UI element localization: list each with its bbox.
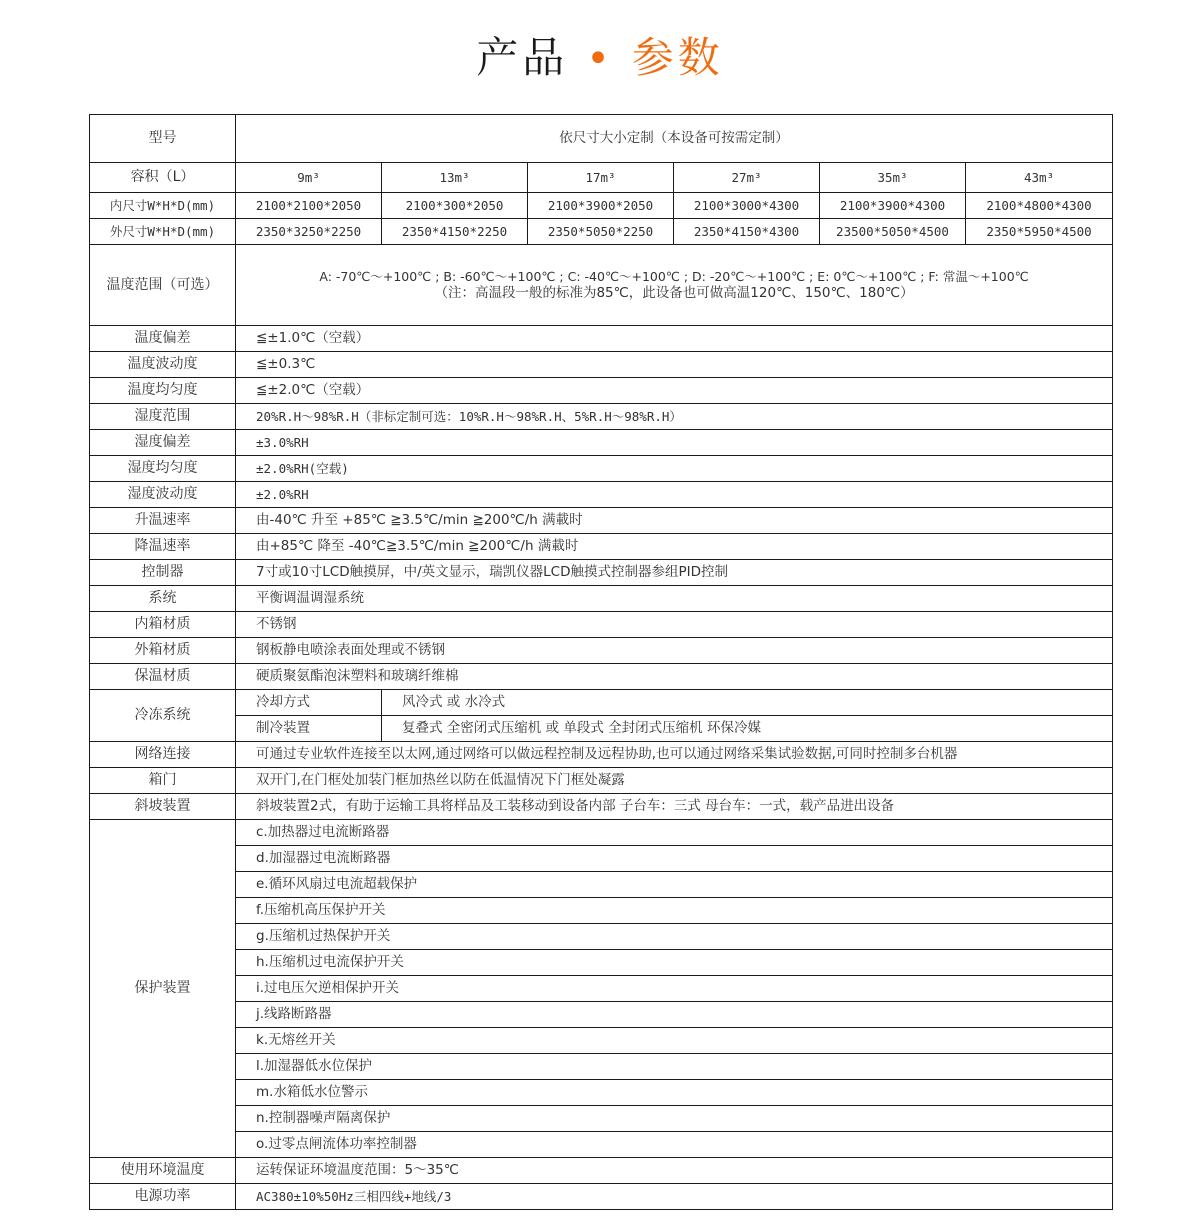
row-label: 湿度范围 bbox=[90, 404, 236, 430]
row-value: 运转保证环境温度范围：5～35℃ bbox=[236, 1158, 1113, 1184]
protection-item: i.过电压欠逆相保护开关 bbox=[236, 976, 1113, 1002]
row-label: 外尺寸W*H*D(mm) bbox=[90, 219, 236, 245]
table-row-protection bbox=[90, 1054, 1113, 1080]
temp-range-value bbox=[236, 245, 1113, 326]
table-row-refrigeration bbox=[90, 690, 1113, 716]
table-row-protection bbox=[90, 820, 1113, 846]
table-row-model bbox=[90, 115, 1113, 163]
row-label: 湿度均匀度 bbox=[90, 456, 236, 482]
row-label: 温度均匀度 bbox=[90, 378, 236, 404]
row-label: 斜坡装置 bbox=[90, 794, 236, 820]
row-value: 斜坡装置2式，有助于运输工具将样品及工装移动到设备内部 子台车：三式 母台车：一式，载产品进出设备 bbox=[236, 794, 1113, 820]
title-separator-dot: • bbox=[586, 36, 614, 82]
outer-size-cell: 2350*4150*4300 bbox=[674, 219, 820, 245]
outer-size-cell: 23500*5050*4500 bbox=[820, 219, 966, 245]
protection-item: h.压缩机过电流保护开关 bbox=[236, 950, 1113, 976]
row-label: 温度波动度 bbox=[90, 352, 236, 378]
row-label: 电源功率 bbox=[90, 1184, 236, 1210]
inner-size-cell: 2100*2100*2050 bbox=[236, 193, 382, 219]
inner-size-cell: 2100*3000*4300 bbox=[674, 193, 820, 219]
table-row-protection bbox=[90, 846, 1113, 872]
row-label: 温度偏差 bbox=[90, 326, 236, 352]
table-row bbox=[90, 638, 1113, 664]
row-label: 降温速率 bbox=[90, 534, 236, 560]
table-row-capacity bbox=[90, 163, 1113, 193]
sub-label: 制冷装置 bbox=[236, 716, 382, 742]
table-row bbox=[90, 352, 1113, 378]
table-row bbox=[90, 404, 1113, 430]
table-row-protection bbox=[90, 1080, 1113, 1106]
table-row bbox=[90, 794, 1113, 820]
row-value: 由-40℃ 升至 +85℃ ≧3.5℃/min ≧200℃/h 满載时 bbox=[236, 508, 1113, 534]
table-row-protection bbox=[90, 1002, 1113, 1028]
row-value: 依尺寸大小定制（本设备可按需定制） bbox=[236, 115, 1113, 163]
outer-size-cell: 2350*5050*2250 bbox=[528, 219, 674, 245]
capacity-cell: 35m³ bbox=[820, 163, 966, 193]
row-label: 湿度波动度 bbox=[90, 482, 236, 508]
row-label: 保护装置 bbox=[90, 820, 236, 1158]
sub-value: 复叠式 全密闭式压缩机 或 单段式 全封闭式压缩机 环保冷媒 bbox=[382, 716, 1113, 742]
row-label: 系统 bbox=[90, 586, 236, 612]
inner-size-cell: 2100*300*2050 bbox=[382, 193, 528, 219]
capacity-cell: 9m³ bbox=[236, 163, 382, 193]
spec-table bbox=[89, 114, 1113, 1210]
title-part-product: 产品 bbox=[476, 33, 569, 82]
table-row bbox=[90, 1158, 1113, 1184]
table-row bbox=[90, 586, 1113, 612]
row-label: 控制器 bbox=[90, 560, 236, 586]
capacity-cell: 27m³ bbox=[674, 163, 820, 193]
table-row bbox=[90, 612, 1113, 638]
row-label: 冷冻系统 bbox=[90, 690, 236, 742]
capacity-cell: 17m³ bbox=[528, 163, 674, 193]
row-label: 保温材质 bbox=[90, 664, 236, 690]
row-value: ≦±0.3℃ bbox=[236, 352, 1113, 378]
inner-size-cell: 2100*3900*4300 bbox=[820, 193, 966, 219]
temp-range-options: A: -70℃～+100℃ ; B: -60℃～+100℃ ; C: -40℃～+100℃ ; D: -20℃～+100℃ ; E: 0℃～+100℃ ; F: 常温～+100℃ bbox=[319, 269, 1029, 284]
outer-size-cell: 2350*3250*2250 bbox=[236, 219, 382, 245]
table-row-protection bbox=[90, 872, 1113, 898]
row-value: 硬质聚氨酯泡沫塑料和玻璃纤维棉 bbox=[236, 664, 1113, 690]
row-label: 外箱材质 bbox=[90, 638, 236, 664]
row-value: 钢板静电喷涂表面处理或不锈钢 bbox=[236, 638, 1113, 664]
protection-item: j.线路断路器 bbox=[236, 1002, 1113, 1028]
protection-item: g.压缩机过热保护开关 bbox=[236, 924, 1113, 950]
table-row-protection bbox=[90, 1106, 1113, 1132]
capacity-cell: 13m³ bbox=[382, 163, 528, 193]
outer-size-cell: 2350*4150*2250 bbox=[382, 219, 528, 245]
table-row-temp-range bbox=[90, 245, 1113, 326]
row-value: ±3.0%RH bbox=[236, 430, 1113, 456]
table-row bbox=[90, 1184, 1113, 1210]
table-row bbox=[90, 326, 1113, 352]
row-label: 使用环境温度 bbox=[90, 1158, 236, 1184]
row-label: 箱门 bbox=[90, 768, 236, 794]
row-value: 不锈钢 bbox=[236, 612, 1113, 638]
temp-range-note: （注：高温段一般的标准为85℃，此设备也可做高温120℃、150℃、180℃） bbox=[434, 285, 914, 301]
row-value: 平衡调温调湿系统 bbox=[236, 586, 1113, 612]
row-label: 内箱材质 bbox=[90, 612, 236, 638]
table-row-protection bbox=[90, 1028, 1113, 1054]
outer-size-cell: 2350*5950*4500 bbox=[966, 219, 1113, 245]
table-row bbox=[90, 482, 1113, 508]
row-label: 容积（L） bbox=[90, 163, 236, 193]
protection-item: o.过零点闸流体功率控制器 bbox=[236, 1132, 1113, 1158]
table-row bbox=[90, 742, 1113, 768]
row-value: 由+85℃ 降至 -40℃≧3.5℃/min ≧200℃/h 满載时 bbox=[236, 534, 1113, 560]
row-value: 可通过专业软件连接至以太网,通过网络可以做远程控制及远程协助,也可以通过网络采集试验数据,可同时控制多台机器 bbox=[236, 742, 1113, 768]
table-row bbox=[90, 508, 1113, 534]
table-row bbox=[90, 664, 1113, 690]
protection-item: d.加湿器过电流断路器 bbox=[236, 846, 1113, 872]
protection-item: k.无熔丝开关 bbox=[236, 1028, 1113, 1054]
row-value: 双开门,在门框处加装门框加热丝以防在低温情况下门框处凝露 bbox=[236, 768, 1113, 794]
protection-item: m.水箱低水位警示 bbox=[236, 1080, 1113, 1106]
table-row-protection bbox=[90, 976, 1113, 1002]
table-row bbox=[90, 378, 1113, 404]
table-row-protection bbox=[90, 898, 1113, 924]
table-row bbox=[90, 430, 1113, 456]
table-row-protection bbox=[90, 1132, 1113, 1158]
row-label: 升温速率 bbox=[90, 508, 236, 534]
row-label: 网络连接 bbox=[90, 742, 236, 768]
inner-size-cell: 2100*4800*4300 bbox=[966, 193, 1113, 219]
sub-value: 风冷式 或 水冷式 bbox=[382, 690, 1113, 716]
table-row-outer-size bbox=[90, 219, 1113, 245]
title-part-parameters: 参数 bbox=[631, 33, 724, 82]
table-row bbox=[90, 456, 1113, 482]
row-value: AC380±10%50Hz三相四线+地线/3 bbox=[236, 1184, 1113, 1210]
sub-label: 冷却方式 bbox=[236, 690, 382, 716]
row-value: 20%R.H～98%R.H（非标定制可选：10%R.H～98%R.H、5%R.H～98%R.H） bbox=[236, 404, 1113, 430]
protection-item: c.加热器过电流断路器 bbox=[236, 820, 1113, 846]
row-value: ≦±1.0℃（空载） bbox=[236, 326, 1113, 352]
protection-item: l.加湿器低水位保护 bbox=[236, 1054, 1113, 1080]
table-row-refrigeration bbox=[90, 716, 1113, 742]
row-value: ±2.0%RH(空载) bbox=[236, 456, 1113, 482]
row-value: 7寸或10寸LCD触摸屏，中/英文显示，瑞凯仪器LCD触摸式控制器参组PID控制 bbox=[236, 560, 1113, 586]
table-row bbox=[90, 534, 1113, 560]
row-label: 型号 bbox=[90, 115, 236, 163]
table-row-inner-size bbox=[90, 193, 1113, 219]
row-value: ±2.0%RH bbox=[236, 482, 1113, 508]
row-value: ≦±2.0℃（空载） bbox=[236, 378, 1113, 404]
table-row bbox=[90, 560, 1113, 586]
page-title bbox=[0, 28, 1200, 89]
protection-item: n.控制器噪声隔离保护 bbox=[236, 1106, 1113, 1132]
capacity-cell: 43m³ bbox=[966, 163, 1113, 193]
row-label: 内尺寸W*H*D(mm) bbox=[90, 193, 236, 219]
row-label: 湿度偏差 bbox=[90, 430, 236, 456]
row-label: 温度范围（可选） bbox=[90, 245, 236, 326]
table-row-protection bbox=[90, 950, 1113, 976]
protection-item: f.压缩机高压保护开关 bbox=[236, 898, 1113, 924]
protection-item: e.循环风扇过电流超载保护 bbox=[236, 872, 1113, 898]
table-row-protection bbox=[90, 924, 1113, 950]
inner-size-cell: 2100*3900*2050 bbox=[528, 193, 674, 219]
table-row bbox=[90, 768, 1113, 794]
